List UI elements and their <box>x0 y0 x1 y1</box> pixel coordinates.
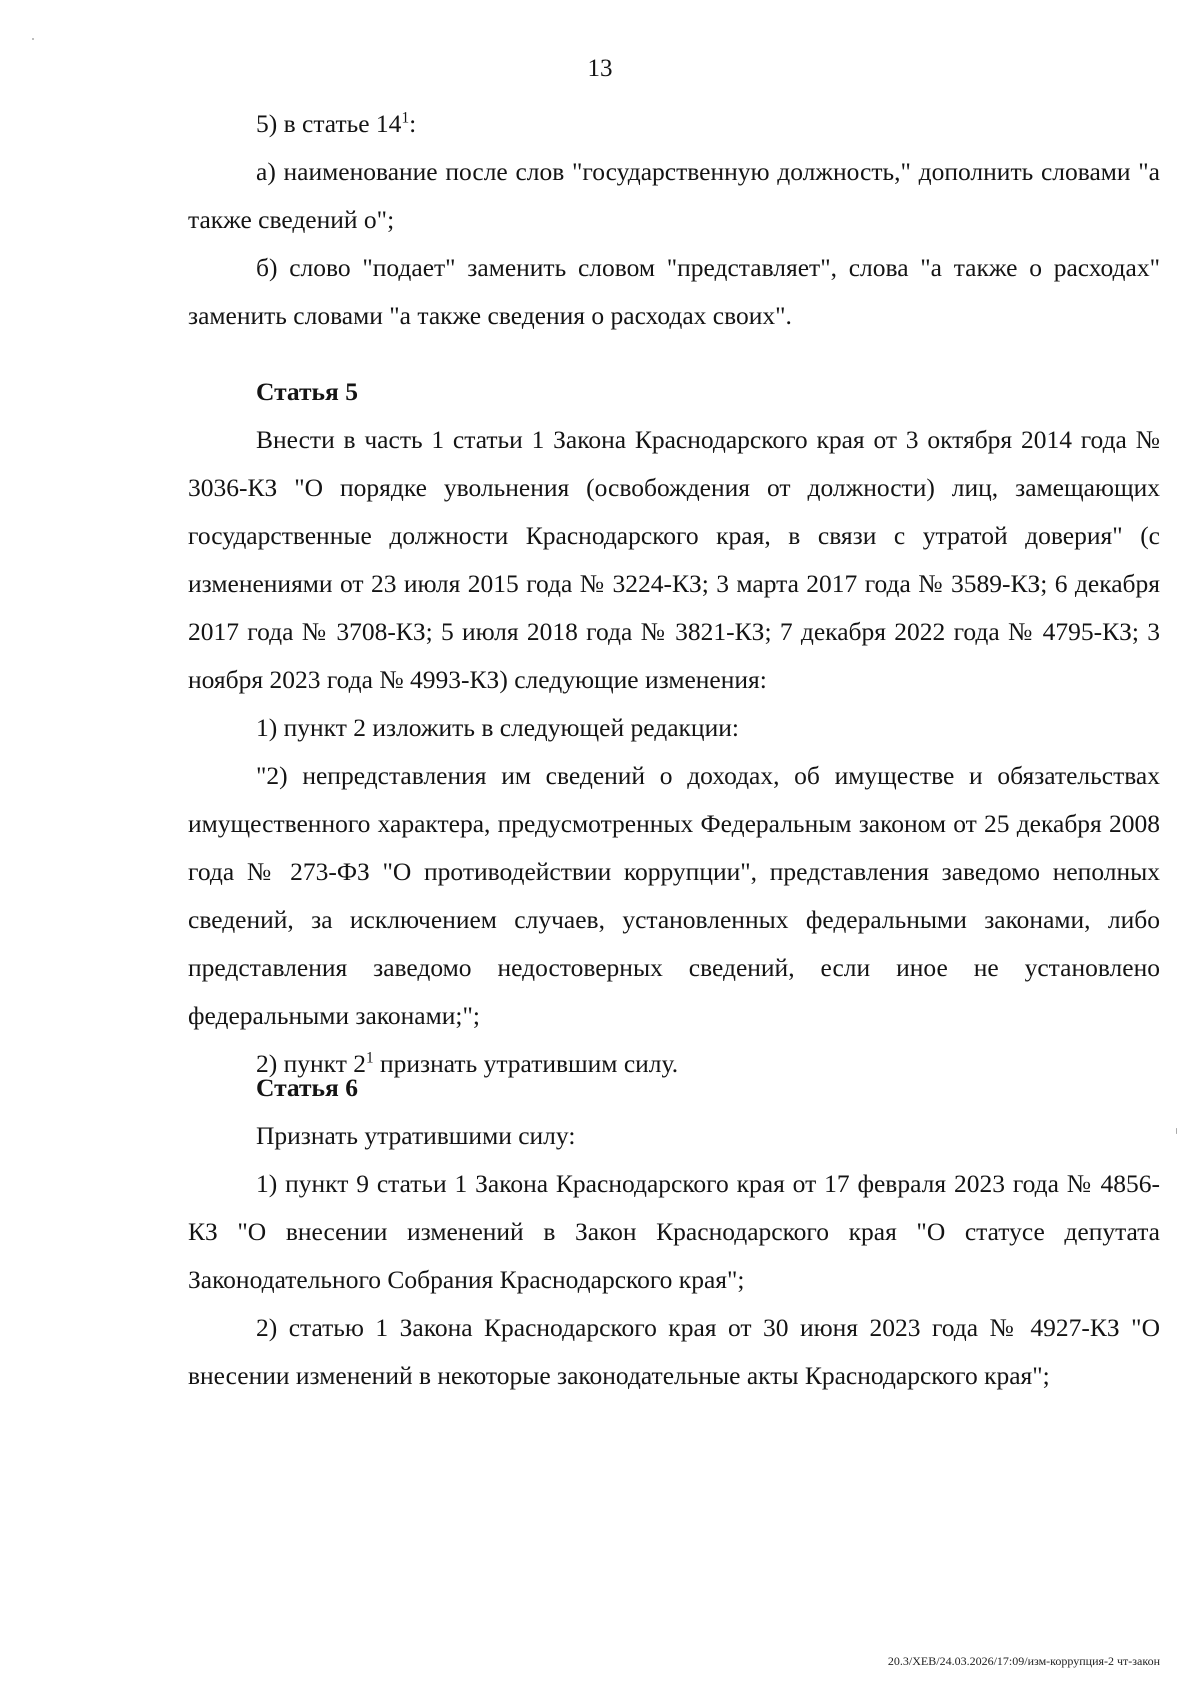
item-5-heading <box>188 100 1160 148</box>
document-footer-code: 20.3/ХЕВ/24.03.2026/17:09/изм-коррупция-2 чт-закон <box>887 1654 1160 1668</box>
article-6-intro: Признать утратившими силу: <box>256 1121 576 1150</box>
article-5-heading: Статья 5 <box>256 377 358 406</box>
item-5-superscript: 1 <box>401 109 410 127</box>
item-5-text: 5) в статье 14 <box>256 109 402 138</box>
item-5-colon: : <box>409 109 417 138</box>
amendments-item-5 <box>188 100 1160 340</box>
article-6-item-1: 1) пункт 9 статьи 1 Закона Краснодарского края от 17 февраля 2023 года № 4856-КЗ "О внесении изменений в Закон Краснодарского края "О статусе депутата Законодательного Собрания Краснодарского края"; <box>188 1169 1160 1294</box>
article-5-item-2-superscript: 1 <box>365 1049 374 1067</box>
article-5-item-1: 1) пункт 2 изложить в следующей редакции: <box>256 713 739 742</box>
article-5-intro: Внести в часть 1 статьи 1 Закона Краснодарского края от 3 октября 2014 года № 3036-КЗ "О порядке увольнения (освобождения от должности) лиц, замещающих государственные должности Краснодарского края, в связи с утратой доверия" (с изменениями от 23 июля 2015 года № 3224-КЗ; 3 марта 2017 года № 3589-КЗ; 6 декабря 2017 года № 3708-КЗ; 5 июля 2018 года № 3821-КЗ; 7 декабря 2022 года № 4795-КЗ; 3 ноября 2023 года № 4993-КЗ) следующие изменения: <box>188 425 1160 694</box>
article-6-item-2: 2) статью 1 Закона Краснодарского края от 30 июня 2023 года № 4927-КЗ "О внесении изменений в некоторые законодательные акты Краснодарского края"; <box>188 1313 1160 1390</box>
article-5-item-2-tail: признать утратившим силу. <box>373 1049 679 1078</box>
article-6-section <box>188 1064 1160 1400</box>
scan-speck <box>32 38 34 40</box>
item-b-paragraph: б) слово "подает" заменить словом "представляет", слова "а также о расходах" заменить словами "а также сведения о расходах своих". <box>188 253 1160 330</box>
article-5-item-2-text: 2) пункт 2 <box>256 1049 366 1078</box>
item-a-paragraph: а) наименование после слов "государственную должность," дополнить словами "а также сведений о"; <box>188 157 1160 234</box>
page-number: 13 <box>587 55 613 82</box>
article-5-quote: "2) непредставления им сведений о доходах, об имуществе и обязательствах имущественного характера, предусмотренных Федеральным законом от 25 декабря 2008 года № 273-ФЗ "О противодействии коррупции", представления заведомо неполных сведений, за исключением случаев, установленных федеральными законами, либо представления заведомо недостоверных сведений, если иное не установлено федеральными законами;"; <box>188 761 1160 1030</box>
scan-speck <box>1176 1128 1177 1134</box>
article-6-heading: Статья 6 <box>256 1073 358 1102</box>
article-5-section <box>188 368 1160 1088</box>
